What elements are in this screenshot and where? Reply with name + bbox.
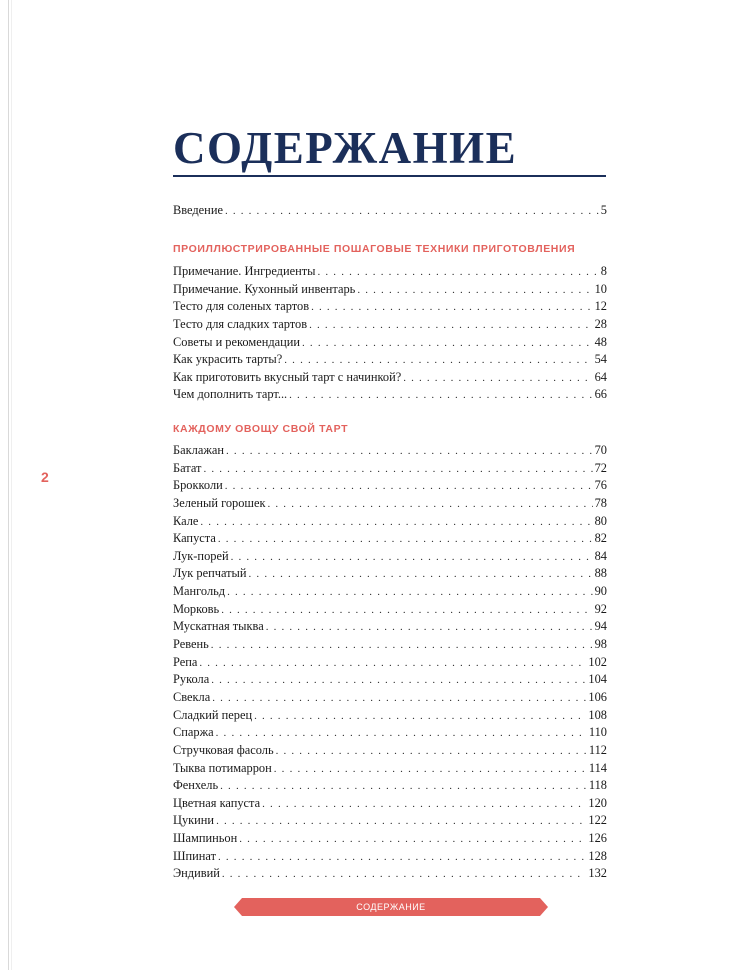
toc-entry-label: Эндивий (173, 866, 220, 881)
dot-leader (311, 299, 593, 317)
toc-entry[interactable] (173, 618, 607, 636)
toc-entry-page: 102 (588, 654, 607, 669)
section-heading-techniques: ПРОИЛЛЮСТРИРОВАННЫЕ ПОШАГОВЫЕ ТЕХНИКИ ПРИГОТОВЛЕНИЯ (173, 243, 576, 255)
toc-entry-page: 106 (588, 689, 607, 704)
dot-leader (225, 478, 593, 496)
dot-leader (231, 549, 593, 567)
toc-entry[interactable] (173, 636, 607, 654)
toc-section-vegetables (173, 442, 607, 883)
dot-leader (203, 461, 592, 479)
page-number: 2 (41, 469, 49, 485)
toc-entry-page: 80 (594, 513, 607, 528)
toc-entry-page: 94 (594, 619, 607, 634)
toc-entry[interactable] (173, 671, 607, 689)
toc-entry-label: Тыква потимаррон (173, 760, 272, 775)
toc-entry-page: 76 (594, 478, 607, 493)
toc-entry-label: Мускатная тыква (173, 619, 264, 634)
toc-entry-page: 120 (588, 795, 607, 810)
toc-entry-page: 112 (588, 742, 607, 757)
toc-entry-page: 84 (594, 548, 607, 563)
dot-leader (239, 831, 586, 849)
toc-entry[interactable] (173, 601, 607, 619)
dot-leader (220, 778, 587, 796)
footer-tab (234, 898, 548, 916)
toc-entry[interactable] (173, 760, 607, 778)
dot-leader (266, 619, 593, 637)
toc-entry-label: Чем дополнить тарт... (173, 387, 288, 402)
toc-entry-label: Цветная капуста (173, 795, 261, 810)
toc-entry-page: 72 (594, 460, 607, 475)
toc-entry[interactable] (173, 263, 607, 281)
toc-entry-label: Советы и рекомендации (173, 334, 301, 349)
toc-entry-label: Введение (173, 203, 223, 217)
toc-entry-page: 12 (594, 299, 607, 314)
toc-entry-page: 92 (594, 601, 607, 616)
toc-entry-label: Свекла (173, 689, 211, 704)
toc-entry-label: Рукола (173, 672, 210, 687)
toc-entry-label: Сладкий перец (173, 707, 253, 722)
dot-leader (200, 514, 592, 532)
toc-entry-label: Репа (173, 654, 198, 669)
toc-entry[interactable] (173, 530, 607, 548)
toc-entry-label: Лук репчатый (173, 566, 247, 581)
toc-entry-label: Тесто для соленых тартов (173, 299, 310, 314)
toc-entry[interactable] (173, 865, 607, 883)
toc-entry-page: 128 (588, 848, 607, 863)
toc-entry[interactable] (173, 369, 607, 387)
toc-entry[interactable] (173, 707, 607, 725)
dot-leader (211, 672, 586, 690)
dot-leader (289, 387, 592, 405)
toc-entry-label: Тесто для сладких тартов (173, 316, 308, 331)
dot-leader (284, 352, 592, 370)
toc-entry-label: Зеленый горошек (173, 495, 266, 510)
toc-entry-label: Шпинат (173, 848, 216, 863)
toc-entry-page: 122 (588, 813, 607, 828)
title-underline (173, 175, 606, 177)
toc-entry-page: 70 (594, 443, 607, 457)
toc-entry[interactable] (173, 477, 607, 495)
toc-entry[interactable] (173, 795, 607, 813)
toc-entry-page: 5 (600, 203, 607, 217)
toc-entry[interactable] (173, 777, 607, 795)
dot-leader (274, 761, 587, 779)
toc-entry[interactable] (173, 724, 607, 742)
toc-entry[interactable] (173, 442, 607, 460)
toc-entry-page: 114 (588, 760, 607, 775)
dot-leader (225, 203, 599, 221)
toc-entry-page: 110 (588, 725, 607, 740)
toc-entry[interactable] (173, 495, 607, 513)
toc-entry-label: Мангольд (173, 584, 226, 599)
toc-entry[interactable] (173, 513, 607, 531)
toc-entry-label: Стручковая фасоль (173, 742, 274, 757)
dot-leader (218, 531, 593, 549)
dot-leader (403, 370, 592, 388)
toc-entry-label: Шампиньон (173, 831, 238, 846)
toc-entry[interactable] (173, 565, 607, 583)
toc-entry-label: Фенхель (173, 778, 219, 793)
toc-entry[interactable] (173, 742, 607, 760)
toc-entry-label: Цукини (173, 813, 215, 828)
toc-entry[interactable] (173, 548, 607, 566)
toc-entry[interactable] (173, 689, 607, 707)
toc-entry-page: 28 (594, 316, 607, 331)
dot-leader (276, 743, 587, 761)
toc-entry-page: 126 (588, 831, 607, 846)
toc-entry-label: Примечание. Кухонный инвентарь (173, 281, 356, 296)
toc-entry[interactable] (173, 460, 607, 478)
toc-entry-label: Примечание. Ингредиенты (173, 264, 316, 278)
toc-entry-page: 88 (594, 566, 607, 581)
section-heading-vegetables: КАЖДОМУ ОВОЩУ СВОЙ ТАРТ (173, 423, 349, 435)
dot-leader (199, 655, 586, 673)
toc-entry-label: Морковь (173, 601, 220, 616)
page-edge-shadow (11, 0, 12, 970)
page-title: СОДЕРЖАНИЕ (173, 123, 518, 173)
toc-entry-page: 8 (600, 264, 607, 278)
dot-leader (227, 584, 593, 602)
dot-leader (218, 849, 586, 867)
dot-leader (302, 335, 593, 353)
dot-leader (221, 602, 592, 620)
dot-leader (318, 264, 599, 282)
toc-entry-page: 54 (594, 352, 607, 367)
toc-entry-page: 118 (588, 778, 607, 793)
dot-leader (222, 866, 587, 884)
toc-entry-label: Капуста (173, 531, 216, 546)
dot-leader (262, 796, 586, 814)
toc-entry-label: Батат (173, 460, 202, 475)
toc-entry[interactable] (173, 583, 607, 601)
toc-entry[interactable] (173, 830, 607, 848)
dot-leader (226, 443, 593, 461)
toc-entry[interactable] (173, 386, 607, 404)
toc-entry[interactable] (173, 812, 607, 830)
dot-leader (211, 637, 593, 655)
toc-entry[interactable] (173, 654, 607, 672)
toc-entry[interactable] (173, 316, 607, 334)
toc-entry-page: 104 (588, 672, 607, 687)
toc-entry-label: Баклажан (173, 443, 225, 457)
toc-entry-label: Лук-порей (173, 548, 229, 563)
toc-entry-page: 132 (588, 866, 607, 881)
toc-entry-label: Как приготовить вкусный тарт с начинкой? (173, 369, 402, 384)
toc-entry-page: 10 (594, 281, 607, 296)
toc-entry-label: Как украсить тарты? (173, 352, 283, 367)
footer-label: СОДЕРЖАНИЕ (356, 902, 426, 912)
toc-entry-label: Брокколи (173, 478, 223, 493)
toc-entry-page: 66 (594, 387, 607, 402)
dot-leader (309, 317, 593, 335)
toc-entry[interactable] (173, 848, 607, 866)
toc-entry-page: 90 (594, 584, 607, 599)
toc-entry-page: 48 (594, 334, 607, 349)
toc-entry-page: 98 (594, 637, 607, 652)
toc-entry[interactable] (173, 351, 607, 369)
dot-leader (216, 813, 586, 831)
toc-entry-label: Ревень (173, 637, 209, 652)
toc-section-techniques (173, 263, 607, 404)
dot-leader (249, 566, 593, 584)
dot-leader (357, 282, 592, 300)
toc-entry-page: 108 (588, 707, 607, 722)
toc-entry-page: 78 (594, 495, 607, 510)
dot-leader (216, 725, 587, 743)
page-edge (8, 0, 9, 970)
dot-leader (212, 690, 586, 708)
toc-entry[interactable] (173, 298, 607, 316)
toc-entry-page: 64 (594, 369, 607, 384)
toc-entry[interactable] (173, 334, 607, 352)
toc-intro (173, 202, 607, 220)
toc-entry-page: 82 (594, 531, 607, 546)
toc-entry-label: Кале (173, 513, 199, 528)
dot-leader (254, 708, 586, 726)
toc-entry[interactable] (173, 281, 607, 299)
dot-leader (268, 496, 593, 514)
toc-entry-label: Спаржа (173, 725, 214, 740)
toc-entry[interactable] (173, 202, 607, 220)
